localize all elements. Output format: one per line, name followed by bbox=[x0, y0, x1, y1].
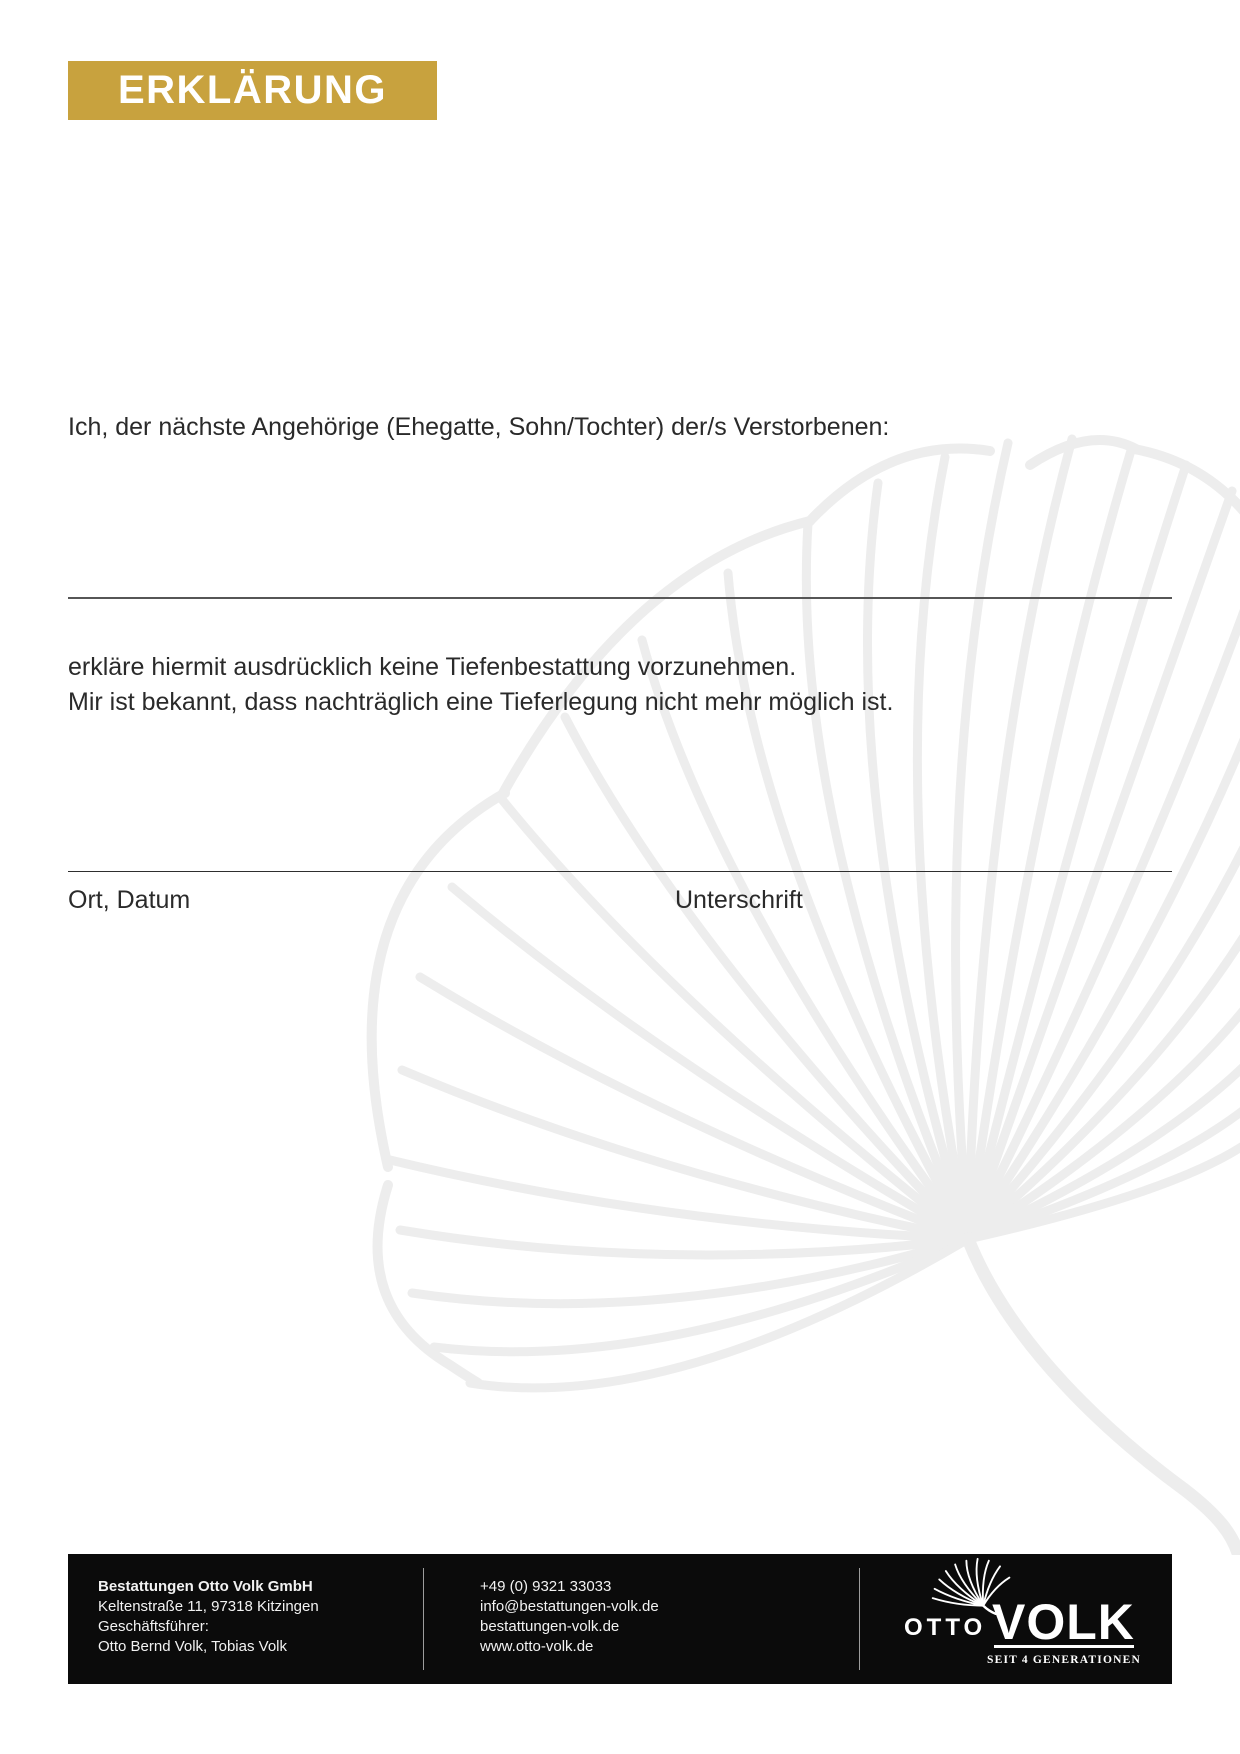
company-logo bbox=[886, 1566, 1156, 1672]
declaration-line-1: erkläre hiermit ausdrücklich keine Tiefenbestattung vorzunehmen. bbox=[68, 653, 797, 681]
website-url: www.otto-volk.de bbox=[480, 1638, 594, 1655]
ginkgo-leaf-watermark-icon bbox=[330, 425, 1240, 1555]
footer bbox=[68, 1554, 1172, 1684]
website: bestattungen-volk.de bbox=[480, 1618, 620, 1635]
managing-directors: Otto Bernd Volk, Tobias Volk bbox=[98, 1638, 288, 1655]
intro-text: Ich, der nächste Angehörige (Ehegatte, Sohn/Tochter) der/s Verstorbenen: bbox=[68, 413, 890, 441]
declaration-text bbox=[68, 650, 1128, 720]
brand-otto: OTTO bbox=[904, 1614, 987, 1641]
company-name: Bestattungen Otto Volk GmbH bbox=[98, 1578, 313, 1595]
declaration-line-2: Mir ist bekannt, dass nachträglich eine Tieferlegung nicht mehr möglich ist. bbox=[68, 688, 894, 716]
place-date-label: Ort, Datum bbox=[68, 886, 191, 914]
contact-info bbox=[480, 1577, 659, 1657]
email-address: info@bestattungen-volk.de bbox=[480, 1598, 659, 1615]
logo-tagline: SEIT 4 GENERATIONEN bbox=[986, 1654, 1142, 1666]
phone-number: +49 (0) 9321 33033 bbox=[480, 1578, 612, 1595]
managing-director-label: Geschäftsführer: bbox=[98, 1618, 209, 1635]
brand-volk: VOLK bbox=[992, 1594, 1135, 1650]
title-badge bbox=[68, 61, 437, 120]
deceased-name-fill-line[interactable] bbox=[68, 597, 1172, 599]
company-info bbox=[98, 1577, 319, 1657]
page-title: ERKLÄRUNG bbox=[117, 68, 388, 112]
signature-fill-line[interactable] bbox=[68, 871, 1172, 872]
logo-rule bbox=[994, 1645, 1134, 1648]
ginkgo-leaf-logo-icon bbox=[925, 1557, 1019, 1615]
company-address: Keltenstraße 11, 97318 Kitzingen bbox=[98, 1598, 319, 1615]
signature-label: Unterschrift bbox=[675, 886, 803, 914]
footer-divider-1 bbox=[423, 1568, 424, 1670]
footer-divider-2 bbox=[859, 1568, 860, 1670]
